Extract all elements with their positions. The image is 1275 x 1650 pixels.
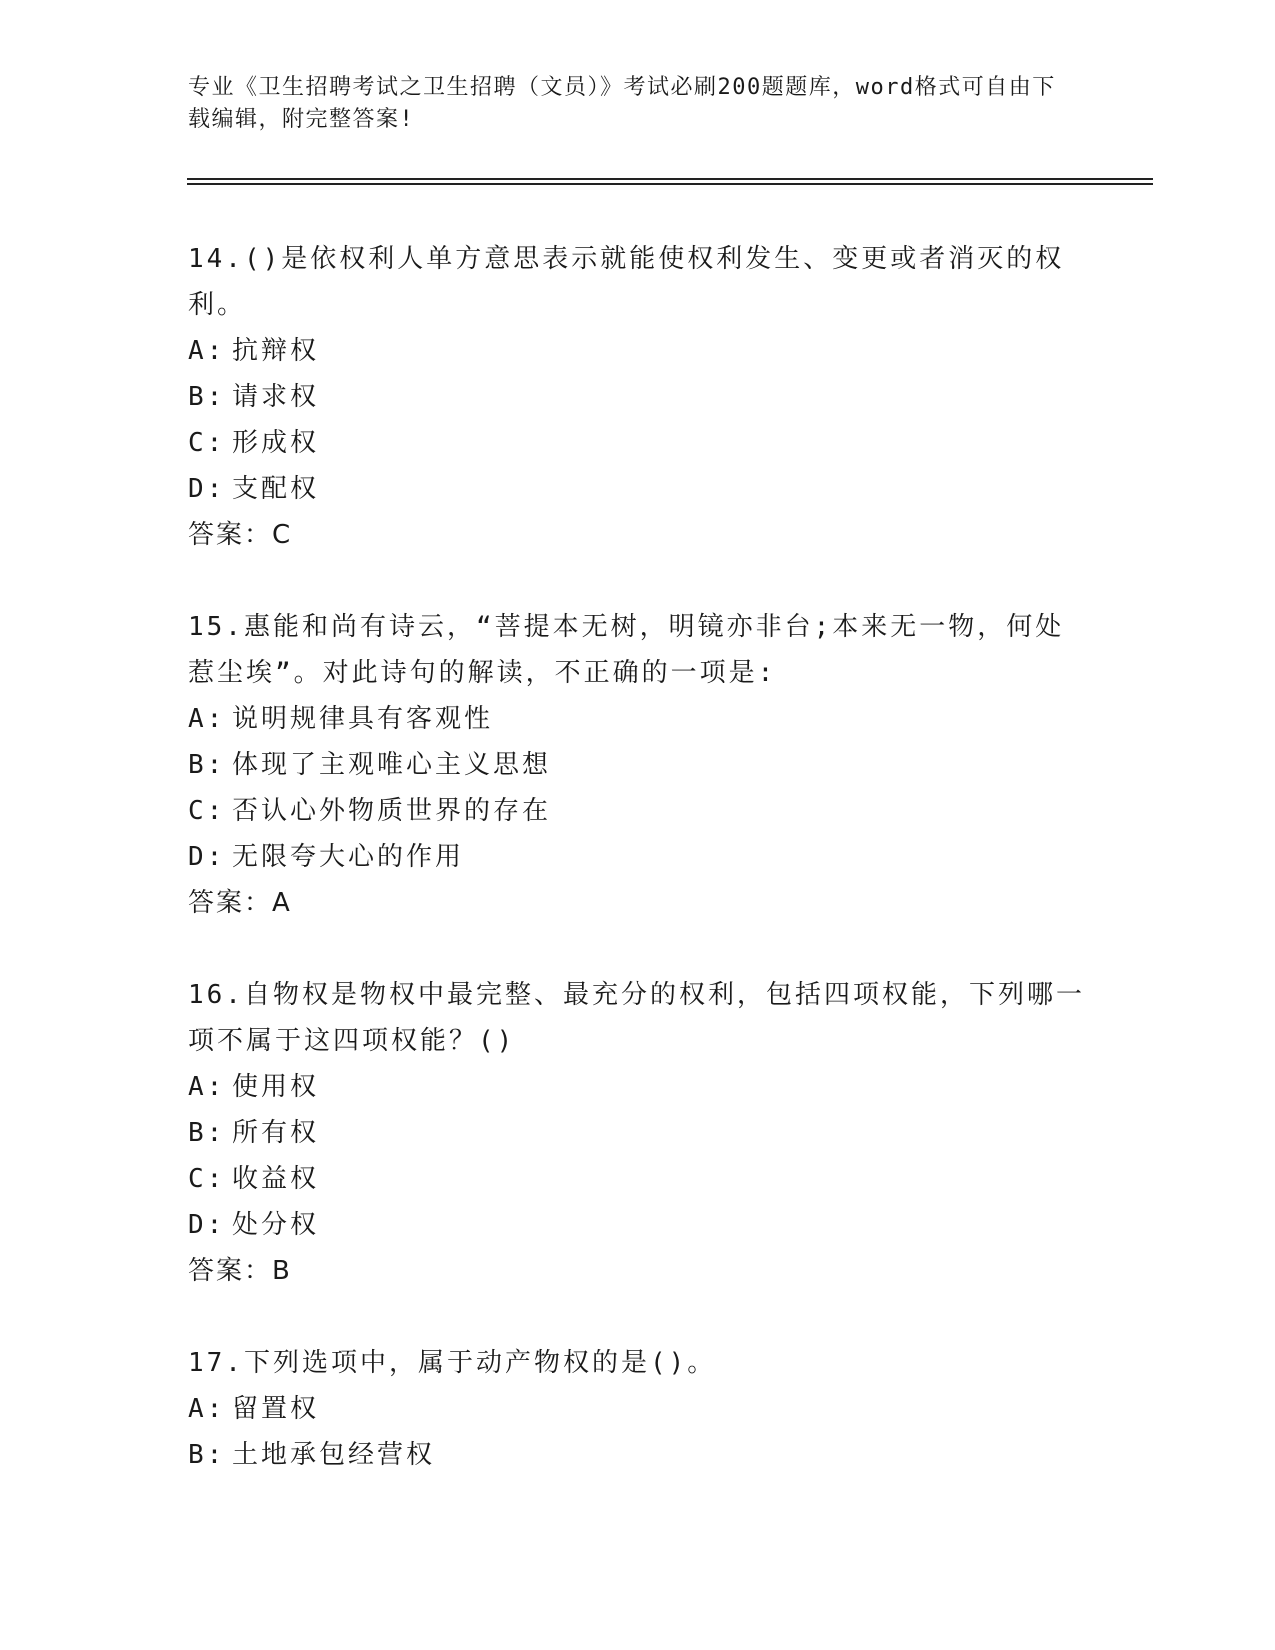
option-text: 抗辩权: [232, 336, 320, 366]
question-text: 17.下列选项中，属于动产物权的是()。: [188, 1348, 717, 1378]
question-16: [188, 972, 1088, 1294]
option-a: [188, 696, 1088, 742]
option-text: 土地承包经营权: [232, 1440, 436, 1470]
option-a: [188, 328, 1088, 374]
option-letter: D:: [188, 474, 226, 504]
question-15: [188, 604, 1088, 926]
option-d: [188, 1202, 1088, 1248]
option-letter: B:: [188, 750, 226, 780]
header-rule-top: [187, 178, 1153, 180]
option-letter: D:: [188, 1210, 226, 1240]
option-letter: C:: [188, 796, 226, 826]
option-b: [188, 742, 1088, 788]
option-text: 否认心外物质世界的存在: [232, 796, 552, 826]
option-text: 收益权: [232, 1164, 320, 1194]
option-letter: B:: [188, 1440, 226, 1470]
answer-line: 答案：C: [188, 520, 293, 550]
question-text: 16.自物权是物权中最完整、最充分的权利，包括四项权能，下列哪一项不属于这四项权能？(): [188, 980, 1085, 1056]
document-header: 专业《卫生招聘考试之卫生招聘（文员）》考试必刷200题题库，word格式可自由下载编辑，附完整答案!: [188, 75, 1056, 132]
option-letter: A:: [188, 336, 226, 366]
option-c: [188, 420, 1088, 466]
option-text: 支配权: [232, 474, 320, 504]
question-17: [188, 1340, 1088, 1478]
question-text: 15.惠能和尚有诗云，“菩提本无树，明镜亦非台;本来无一物，何处惹尘埃”。对此诗句的解读，不正确的一项是:: [188, 612, 1065, 688]
option-letter: B:: [188, 1118, 226, 1148]
question-list: [188, 236, 1088, 1524]
question-14: [188, 236, 1088, 558]
option-text: 所有权: [232, 1118, 320, 1148]
option-d: [188, 834, 1088, 880]
option-letter: A:: [188, 1394, 226, 1424]
option-d: [188, 466, 1088, 512]
option-text: 处分权: [232, 1210, 320, 1240]
header-rule-bottom: [187, 183, 1153, 185]
answer-line: 答案：B: [188, 1256, 292, 1286]
answer-line: 答案：A: [188, 888, 292, 918]
option-b: [188, 374, 1088, 420]
option-text: 请求权: [232, 382, 320, 412]
option-letter: C:: [188, 1164, 226, 1194]
option-letter: B:: [188, 382, 226, 412]
option-text: 说明规律具有客观性: [232, 704, 494, 734]
question-text: 14.()是依权利人单方意思表示就能使权利发生、变更或者消灭的权利。: [188, 244, 1065, 320]
option-letter: C:: [188, 428, 226, 458]
option-a: [188, 1064, 1088, 1110]
option-letter: A:: [188, 1072, 226, 1102]
option-c: [188, 1156, 1088, 1202]
option-letter: D:: [188, 842, 226, 872]
option-text: 无限夸大心的作用: [232, 842, 465, 872]
option-b: [188, 1110, 1088, 1156]
option-text: 留置权: [232, 1394, 320, 1424]
option-text: 使用权: [232, 1072, 320, 1102]
option-letter: A:: [188, 704, 226, 734]
option-c: [188, 788, 1088, 834]
option-text: 体现了主观唯心主义思想: [232, 750, 552, 780]
option-a: [188, 1386, 1088, 1432]
option-text: 形成权: [232, 428, 320, 458]
option-b: [188, 1432, 1088, 1478]
